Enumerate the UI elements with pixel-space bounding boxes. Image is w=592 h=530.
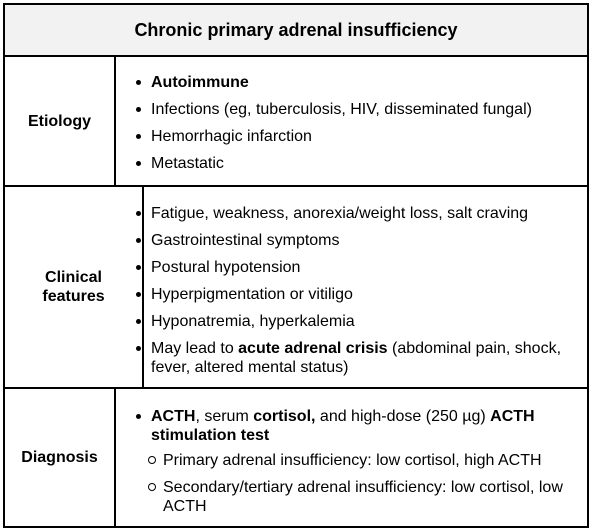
list-item <box>116 339 587 377</box>
sub-list-item: Secondary/tertiary adrenal insufficiency: low cortisol, low ACTH <box>131 478 587 516</box>
bold-text: ACTH stimulation test <box>151 408 535 444</box>
text-fragment: (abdominal pain, shock, fever, altered mental status) <box>151 340 562 376</box>
list-item <box>116 258 587 277</box>
sub-list <box>151 451 587 516</box>
list-item <box>116 231 587 250</box>
list-item <box>116 73 587 92</box>
bold-text: Autoimmune <box>151 74 249 91</box>
row-label-clinical-features: Clinical features <box>5 187 144 387</box>
text-fragment: Metastatic <box>151 155 224 172</box>
table-title: Chronic primary adrenal insufficiency <box>5 5 587 57</box>
text-fragment: Fatigue, weakness, anorexia/weight loss, salt craving <box>151 205 529 222</box>
bold-text: acute adrenal crisis <box>238 340 388 357</box>
text-fragment: Hyperpigmentation or vitiligo <box>151 286 353 303</box>
list-item <box>116 407 587 516</box>
text-fragment: Postural hypotension <box>151 259 301 276</box>
clinical-features-content <box>116 187 587 387</box>
text-fragment: Infections (eg, tuberculosis, HIV, disseminated fungal) <box>151 101 532 118</box>
etiology-row <box>5 57 587 187</box>
bold-text: cortisol, <box>253 408 316 425</box>
row-label-diagnosis: Diagnosis <box>5 389 116 526</box>
bold-text: ACTH <box>151 408 196 425</box>
sub-list-item: Primary adrenal insufficiency: low cortisol, high ACTH <box>131 451 587 470</box>
diagnosis-list <box>116 407 587 516</box>
etiology-content <box>116 57 587 185</box>
diagnosis-content <box>116 389 587 526</box>
text-fragment: May lead to <box>151 340 239 357</box>
etiology-list <box>116 73 587 173</box>
clinical-features-row <box>5 187 587 389</box>
list-item <box>116 100 587 119</box>
table <box>3 3 589 528</box>
list-item <box>116 204 587 223</box>
text-fragment: Gastrointestinal symptoms <box>151 232 340 249</box>
text-fragment: Hemorrhagic infarction <box>151 128 312 145</box>
row-label-etiology: Etiology <box>5 57 116 185</box>
list-item <box>116 154 587 173</box>
text-fragment: Hyponatremia, hyperkalemia <box>151 313 355 330</box>
list-item <box>116 312 587 331</box>
text-fragment: and high-dose (250 µg) <box>315 408 491 425</box>
text-fragment: , serum <box>195 408 254 425</box>
diagnosis-row <box>5 389 587 526</box>
list-item <box>116 285 587 304</box>
clinical-features-list <box>116 204 587 377</box>
list-item <box>116 127 587 146</box>
